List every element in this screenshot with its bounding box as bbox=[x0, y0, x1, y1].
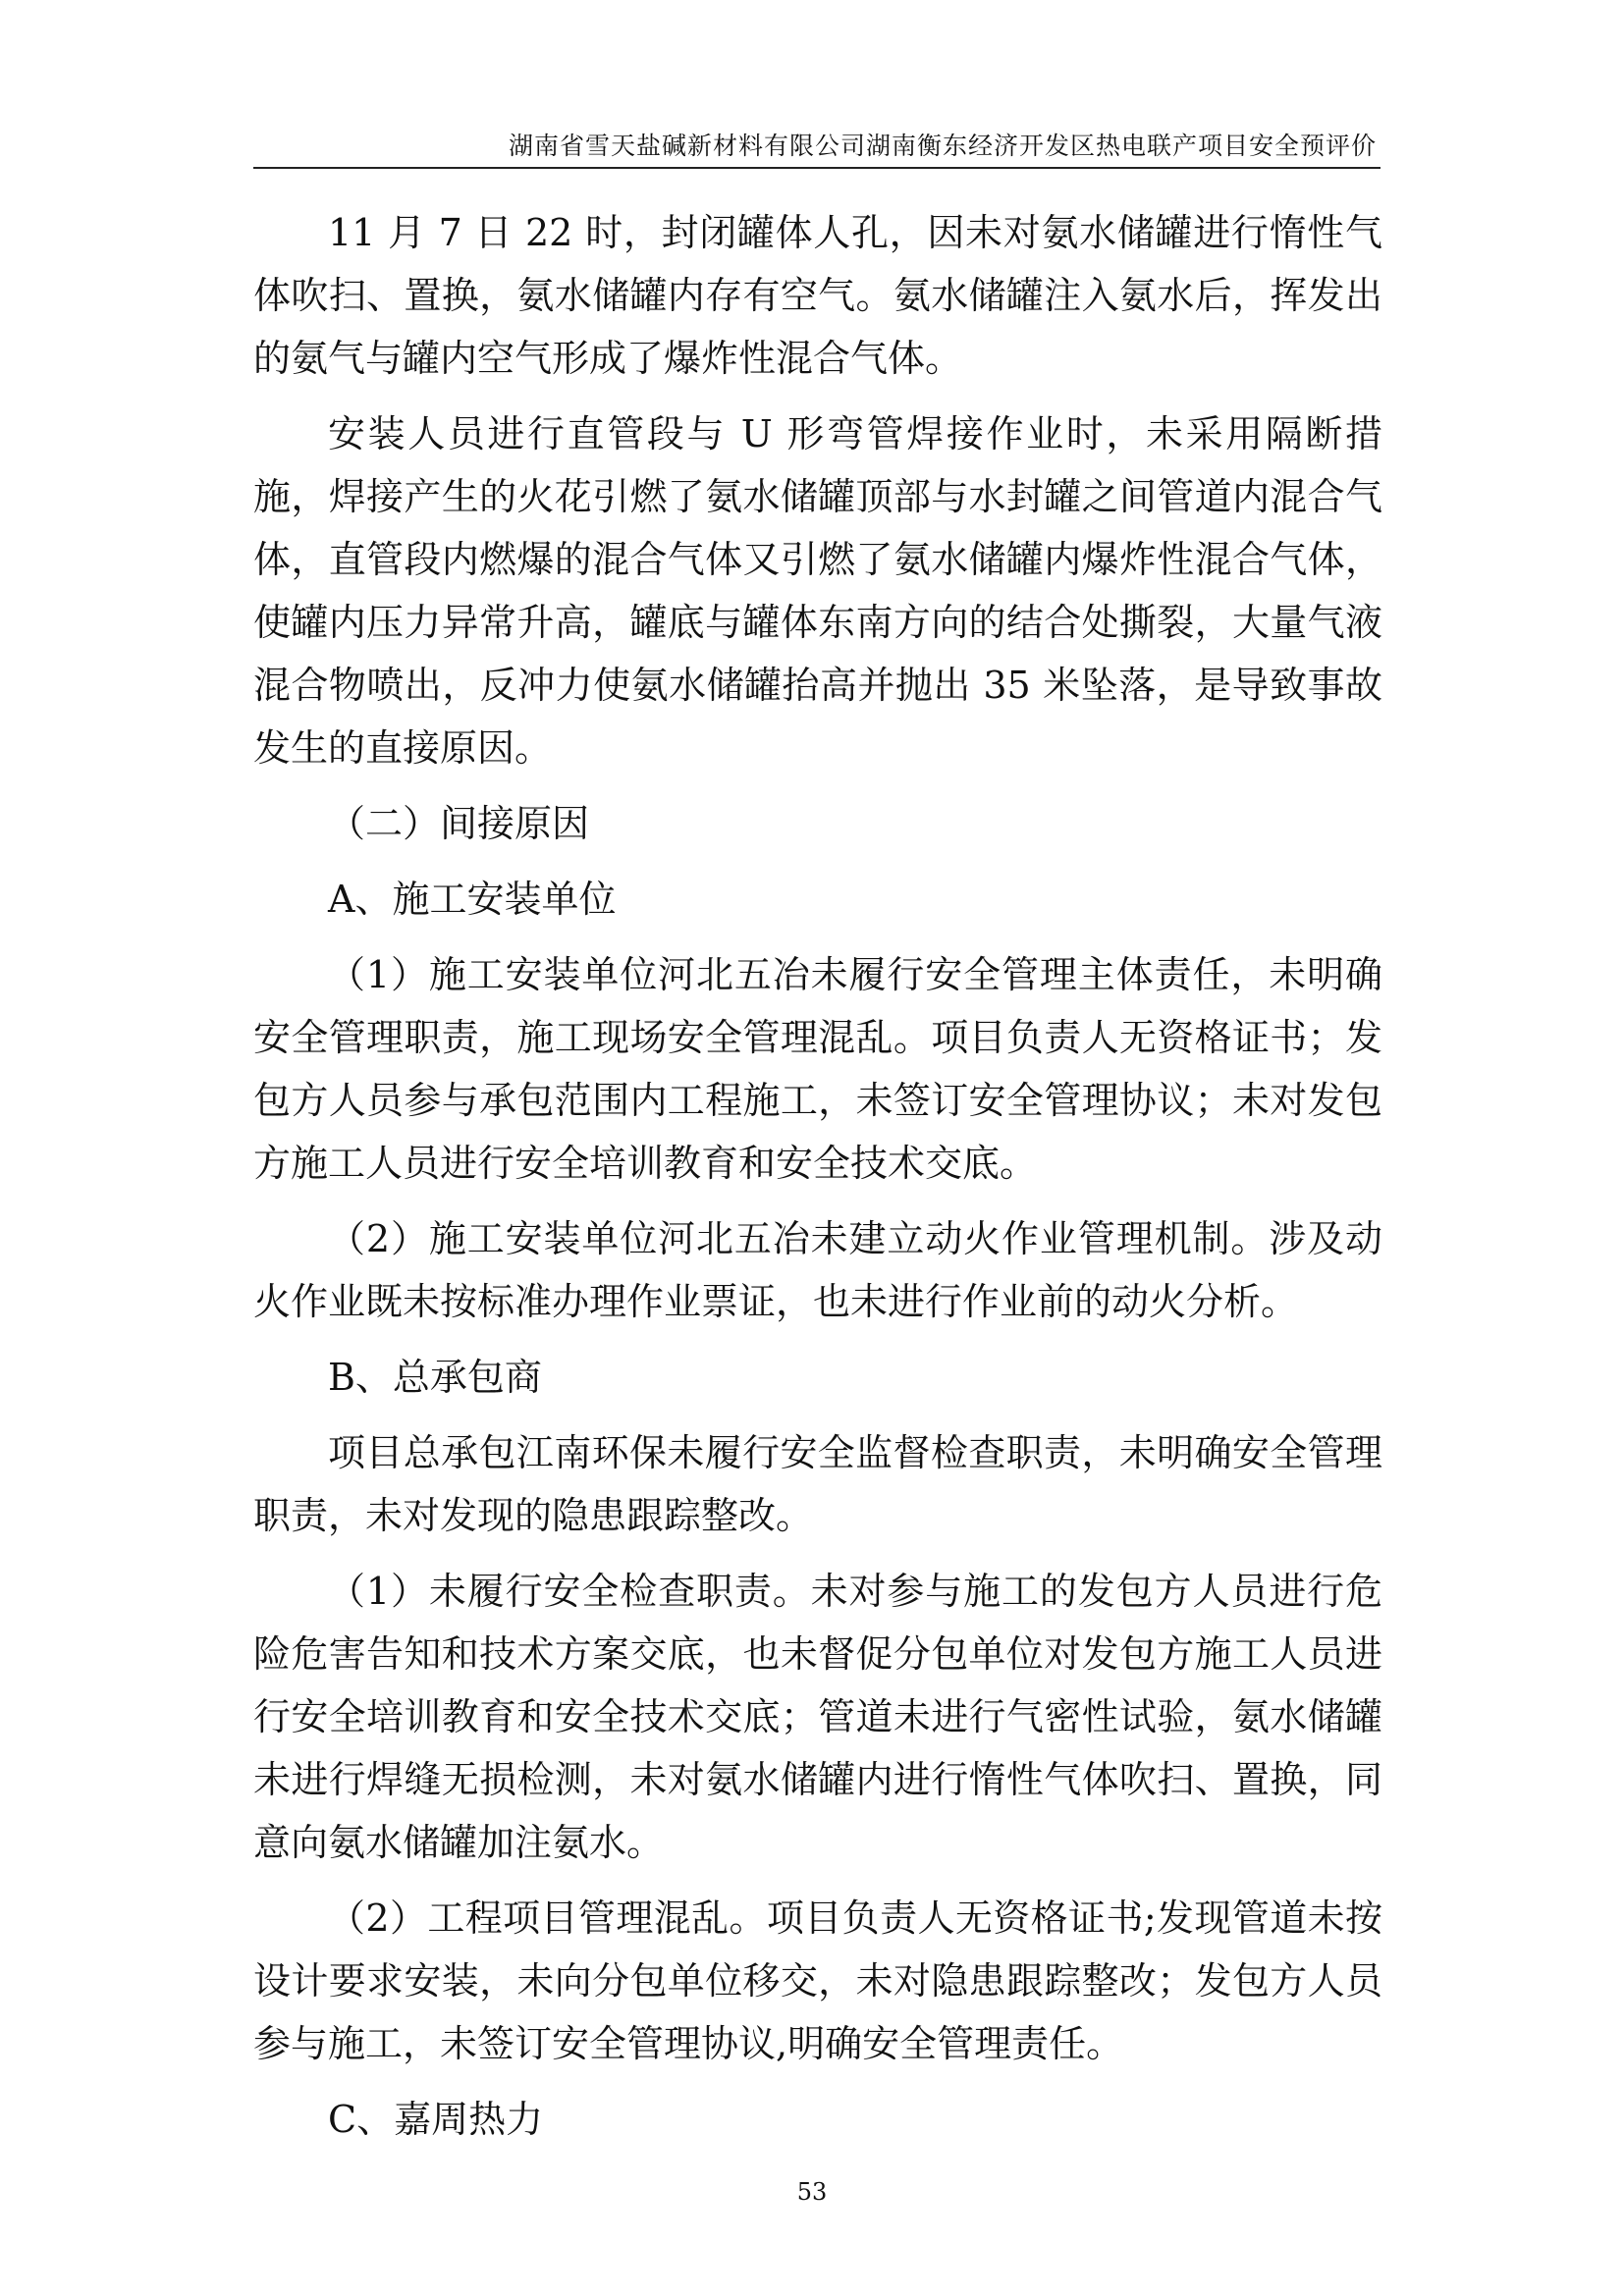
paragraph-construction-unit-2: （2）施工安装单位河北五冶未建立动火作业管理机制。涉及动火作业既未按标准办理作业票证，也未进行作业前的动火分析。 bbox=[253, 1217, 1382, 1323]
paragraph-construction-unit-1: （1）施工安装单位河北五冶未履行安全管理主体责任，未明确安全管理职责，施工现场安全管理混乱。项目负责人无资格证书；发包方人员参与承包范围内工程施工，未签订安全管理协议；未对发包方施工人员进行安全培训教育和安全技术交底。 bbox=[253, 953, 1382, 1185]
paragraph-general-contractor-1: （1）未履行安全检查职责。未对参与施工的发包方人员进行危险危害告知和技术方案交底，也未督促分包单位对发包方施工人员进行安全培训教育和安全技术交底；管道未进行气密性试验，氨水储罐未进行焊缝无损检测，未对氨水储罐内进行惰性气体吹扫、置换，同意向氨水储罐加注氨水。 bbox=[253, 1570, 1382, 1864]
header-title: 湖南省雪天盐碱新材料有限公司湖南衡东经济开发区热电联产项目安全预评价 bbox=[508, 132, 1377, 160]
page-footer bbox=[0, 2177, 1624, 2207]
section-heading-indirect-cause: （二）间接原因 bbox=[328, 802, 590, 845]
document-body bbox=[253, 201, 1382, 2163]
paragraph-direct-cause-1: 11 月 7 日 22 时，封闭罐体人孔，因未对氨水储罐进行惰性气体吹扫、置换，氨水储罐内存有空气。氨水储罐注入氨水后，挥发出的氨气与罐内空气形成了爆炸性混合气体。 bbox=[253, 211, 1382, 380]
paragraph-general-contractor-2: （2）工程项目管理混乱。项目负责人无资格证书;发现管道未按设计要求安装，未向分包单位移交，未对隐患跟踪整改；发包方人员参与施工，未签订安全管理协议,明确安全管理责任。 bbox=[253, 1896, 1382, 2065]
paragraph-general-contractor: 项目总承包江南环保未履行安全监督检查职责，未明确安全管理职责，未对发现的隐患跟踪整改。 bbox=[253, 1431, 1382, 1537]
subheading-construction-unit: A、施工安装单位 bbox=[328, 878, 617, 921]
subheading-general-contractor: B、总承包商 bbox=[328, 1356, 542, 1399]
page-header bbox=[253, 130, 1380, 169]
paragraph-direct-cause-2: 安装人员进行直管段与 U 形弯管焊接作业时，未采用隔断措施，焊接产生的火花引燃了氨水储罐顶部与水封罐之间管道内混合气体，直管段内燃爆的混合气体又引燃了氨水储罐内爆炸性混合气体，使罐内压力异常升高，罐底与罐体东南方向的结合处撕裂，大量气液混合物喷出，反冲力使氨水储罐抬高并抛出 35 米坠落，是导致事故发生的直接原因。 bbox=[253, 412, 1382, 770]
page-number: 53 bbox=[796, 2178, 828, 2206]
subheading-jiazhou-thermal: C、嘉周热力 bbox=[328, 2098, 544, 2141]
